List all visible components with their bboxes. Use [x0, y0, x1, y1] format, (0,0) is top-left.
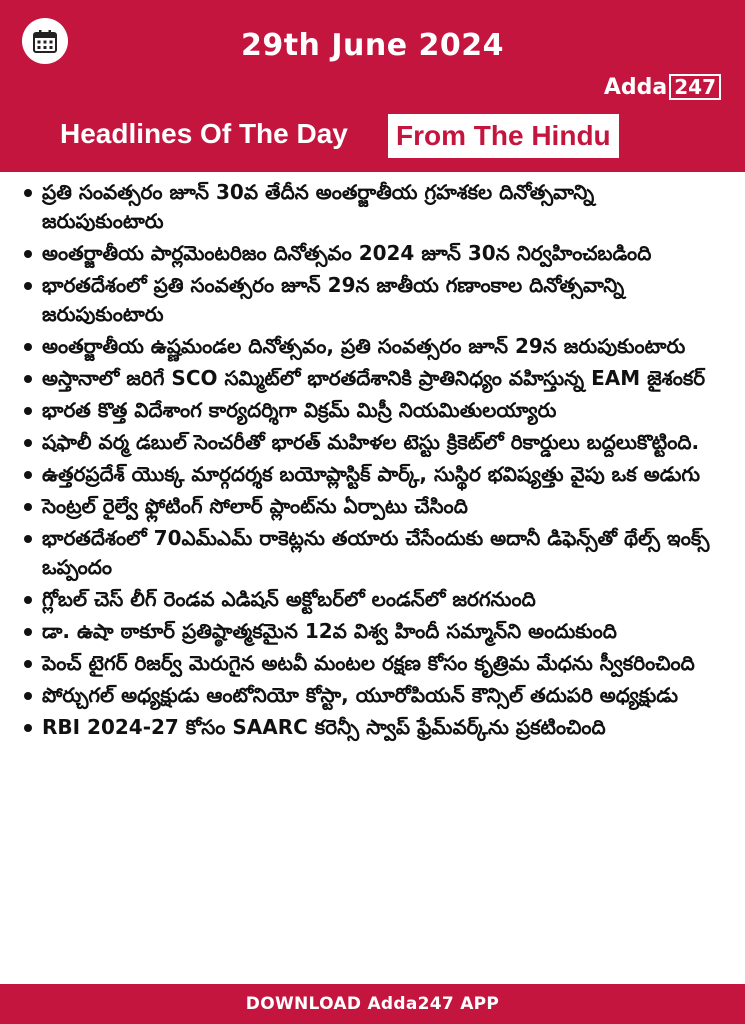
headline-item: అస్తానాలో జరిగే SCO సమ్మిట్‌లో భారతదేశానికి ప్రాతినిధ్యం వహిస్తున్న EAM జైశంకర్: [22, 364, 721, 393]
brand-logo: [604, 74, 721, 100]
headline-item: డా. ఉషా ఠాకూర్ ప్రతిష్ఠాత్మకమైన 12వ విశ్వ హిందీ సమ్మాన్‌ని అందుకుంది: [22, 617, 721, 646]
date-title: 29th June 2024: [240, 28, 505, 63]
headline-item: అంతర్జాతీయ పార్లమెంటరిజం దినోత్సవం 2024 జూన్ 30న నిర్వహించబడింది: [22, 239, 721, 268]
headline-item: RBI 2024-27 కోసం SAARC కరెన్సీ స్వాప్ ఫ్రేమ్‌వర్క్‌ను ప్రకటించింది: [22, 713, 721, 742]
headline-item: భారత కొత్త విదేశాంగ కార్యదర్శిగా విక్రమ్ మిస్రీ నియమితులయ్యారు: [22, 396, 721, 425]
header-banner: [0, 0, 745, 172]
headline-item: ప్రతి సంవత్సరం జూన్ 30వ తేదీన అంతర్జాతీయ గ్రహశకల దినోత్సవాన్ని జరుపుకుంటారు: [22, 178, 721, 236]
headline-item: షఫాలీ వర్మ డబుల్ సెంచరీతో భారత్ మహిళల టెస్టు క్రికెట్‌లో రికార్డులు బద్దలుకొట్టింది.: [22, 428, 721, 457]
source-badge: From The Hindu: [388, 114, 619, 158]
headline-item: అంతర్జాతీయ ఉష్ణమండల దినోత్సవం, ప్రతి సంవత్సరం జూన్ 29న జరుపుకుంటారు: [22, 332, 721, 361]
headline-list: [0, 172, 745, 742]
brand-name: Adda: [603, 74, 668, 100]
headlines-heading: Headlines Of The Day: [60, 118, 348, 149]
headline-item: భారతదేశంలో 70ఎమ్ఎమ్ రాకెట్లను తయారు చేసేందుకు అదానీ డిఫెన్స్‌తో థేల్స్ ఇంక్స్ ఒప్పందం: [22, 524, 721, 582]
headline-item: భారతదేశంలో ప్రతి సంవత్సరం జూన్ 29న జాతీయ గణాంకాల దినోత్సవాన్ని జరుపుకుంటారు: [22, 271, 721, 329]
brand-number: 247: [669, 74, 721, 100]
download-app-banner[interactable]: DOWNLOAD Adda247 APP: [0, 984, 745, 1024]
headline-item: పెంచ్ టైగర్ రిజర్వ్ మెరుగైన అటవీ మంటల రక్షణ కోసం కృత్రిమ మేధను స్వీకరించింది: [22, 649, 721, 678]
headlines-panel: [0, 172, 745, 984]
headline-item: సెంట్రల్ రైల్వే ఫ్లోటింగ్ సోలార్ ప్లాంట్‌ను ఏర్పాటు చేసింది: [22, 492, 721, 521]
headline-item: ఉత్తరప్రదేశ్ యొక్క మార్గదర్శక బయోప్లాస్టిక్ పార్క్, సుస్థిర భవిష్యత్తు వైపు ఒక అడుగు: [22, 460, 721, 489]
headline-item: పోర్చుగల్ అధ్యక్షుడు ఆంటోనియో కోస్టా, యూరోపియన్ కౌన్సిల్ తదుపరి అధ్యక్షుడు: [22, 681, 721, 710]
headline-item: గ్లోబల్ చెస్ లీగ్ రెండవ ఎడిషన్ అక్టోబర్‌లో లండన్‌లో జరగనుంది: [22, 585, 721, 614]
